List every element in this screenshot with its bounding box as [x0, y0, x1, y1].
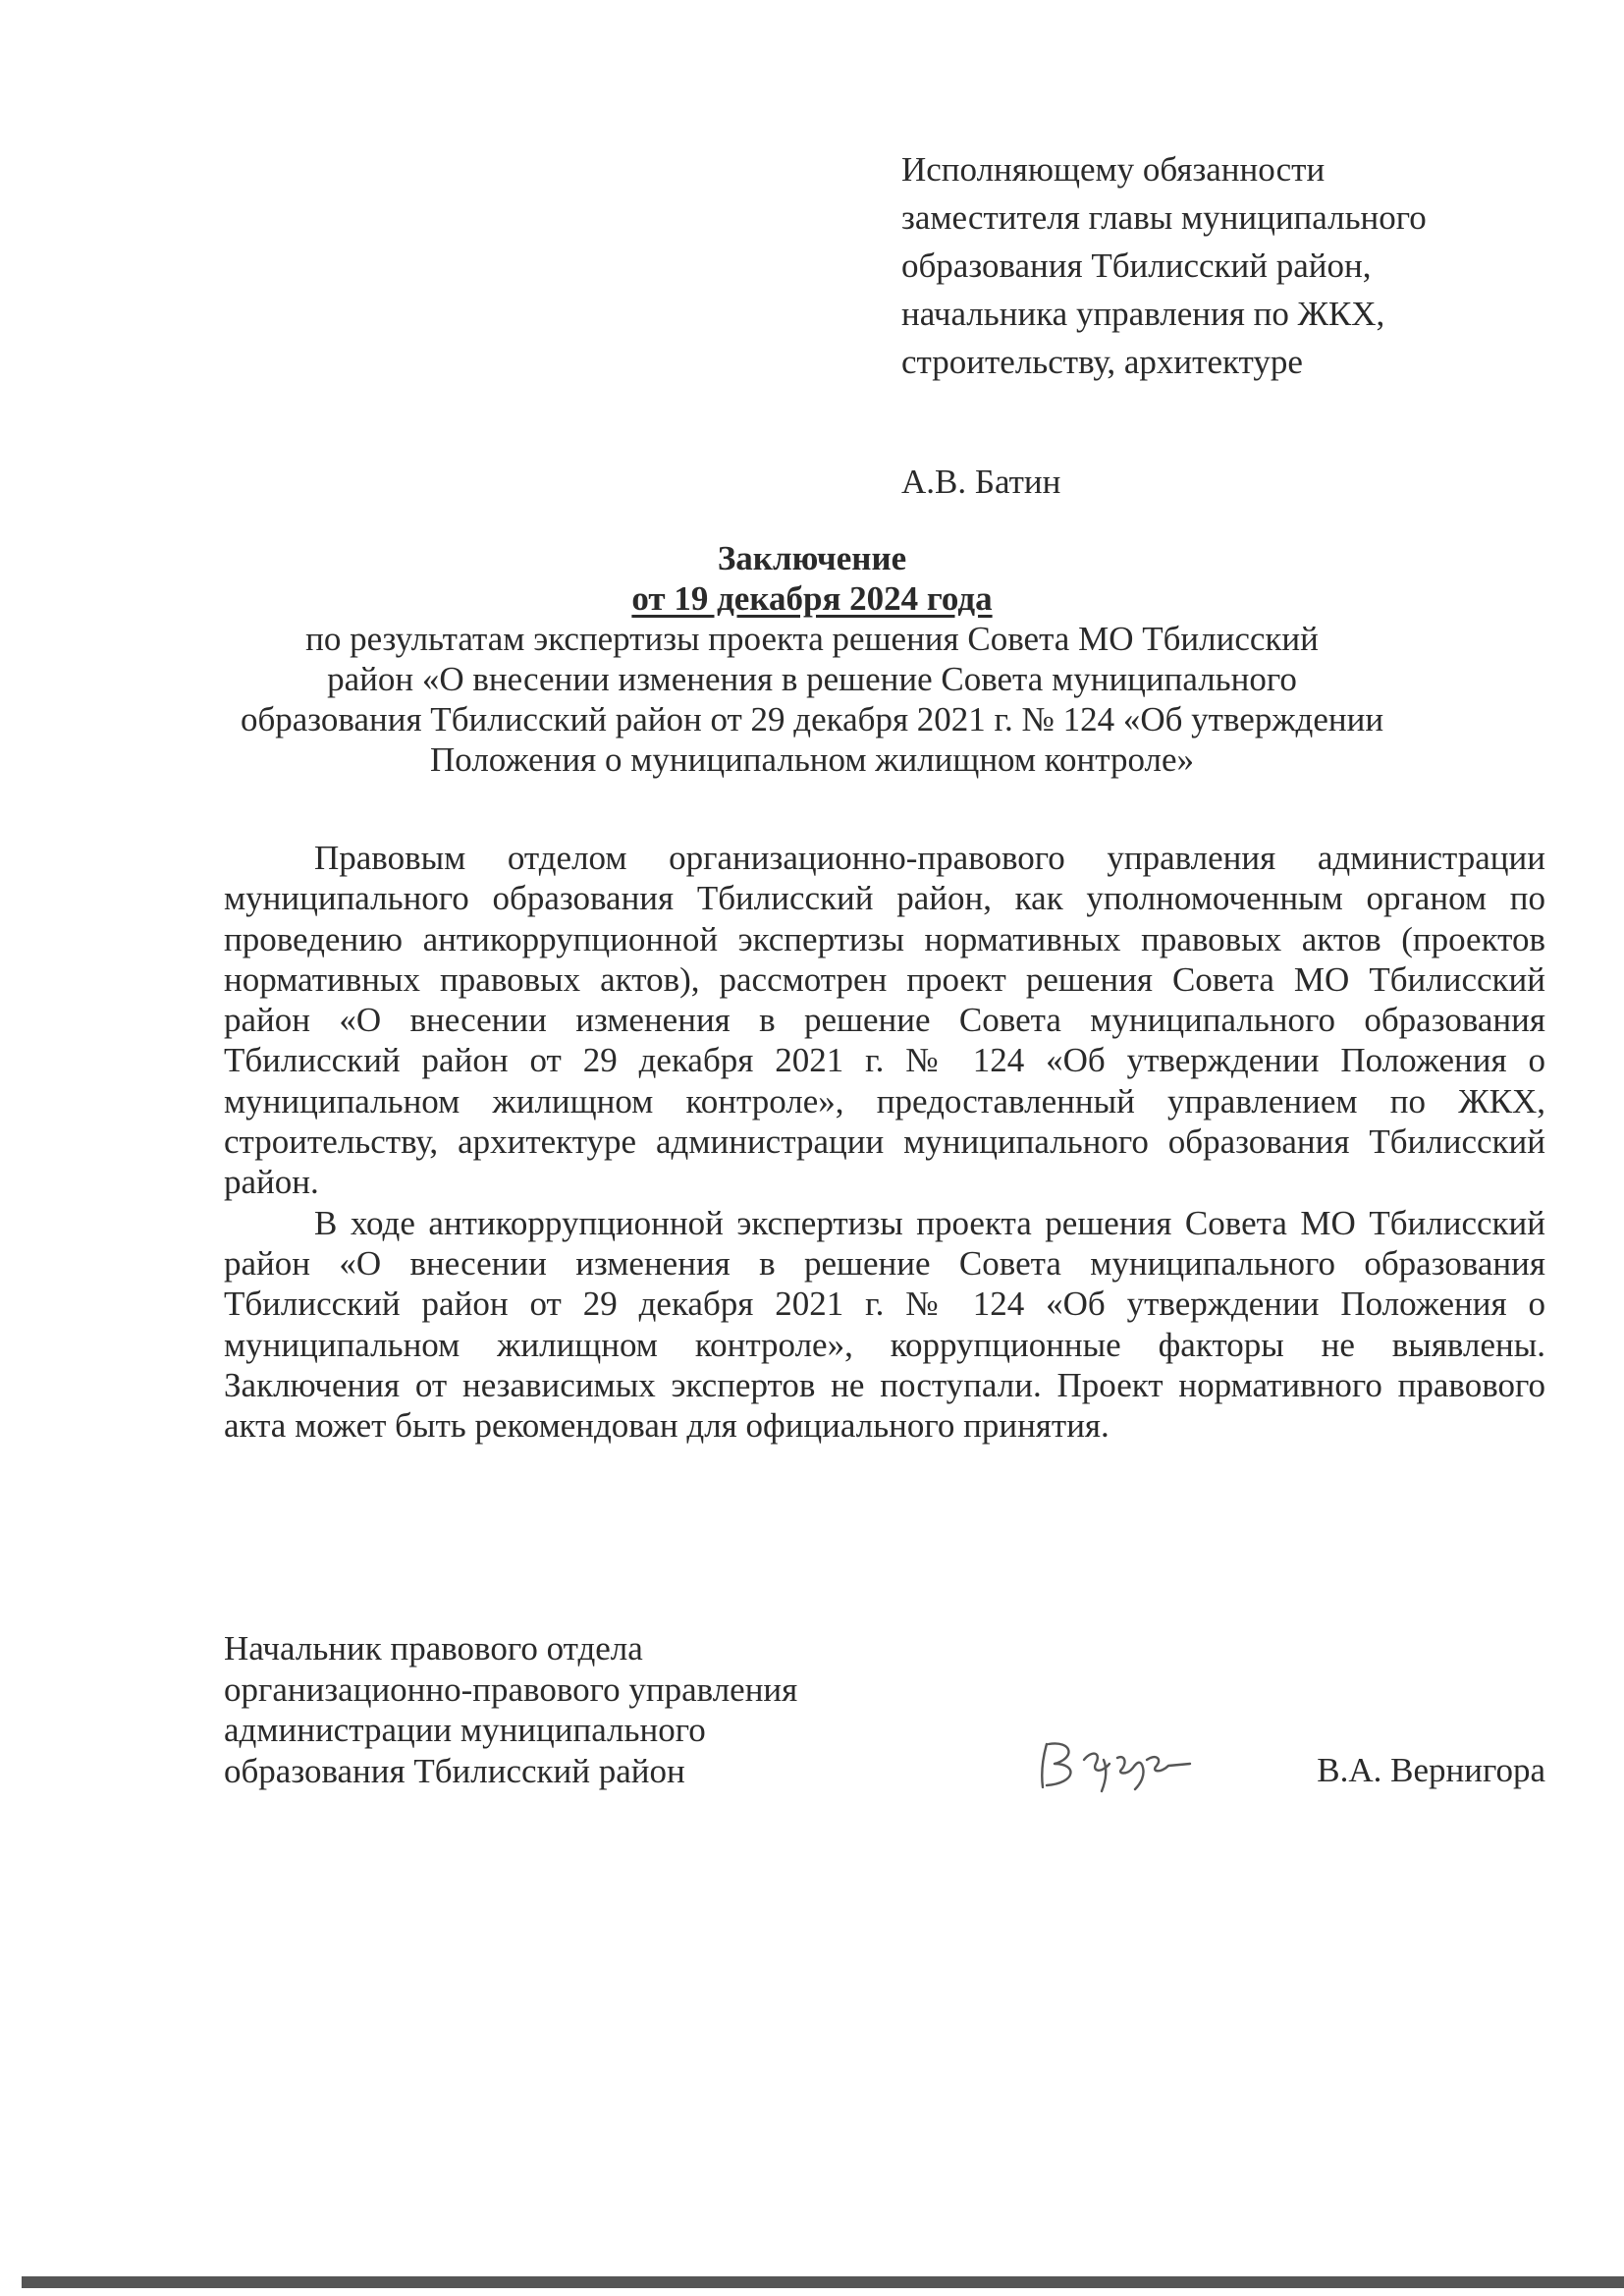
- addressee-name: А.В. Батин: [901, 463, 1061, 501]
- document-title: Заключение: [717, 539, 907, 577]
- scan-bottom-edge: [22, 2276, 1624, 2288]
- document-subject-line: район «О внесении изменения в решение Совета муниципального: [327, 660, 1297, 698]
- addressee-line: строительству, архитектуре: [901, 343, 1303, 381]
- addressee-line: начальника управления по ЖКХ,: [901, 295, 1385, 333]
- document-date: от 19 декабря 2024 года: [631, 579, 993, 618]
- signer-position-line: Начальник правового отдела: [224, 1629, 643, 1667]
- document-subject-line: Положения о муниципальном жилищном контроле»: [430, 740, 1194, 779]
- signer-position-line: организационно-правового управления: [224, 1669, 798, 1709]
- handwritten-signature: [1033, 1715, 1198, 1797]
- body-paragraph: В ходе антикоррупционной экспертизы проекта решения Совета МО Тбилисский район «О внесении изменения в решение Совета муниципального образования Тбилисский район от 29 декабря 2021 г. № 124 «Об утверждении Положения о муниципальном жилищном контроле», коррупционные факторы не выявлены. Заключения от независимых экспертов не поступали. Проект нормативного правового акта может быть рекомендован для официального принятия.: [224, 1203, 1545, 1446]
- document-body: [224, 838, 1545, 1446]
- addressee-block: [901, 145, 1530, 506]
- document-subject-line: по результатам экспертизы проекта решения Совета МО Тбилисский: [305, 620, 1319, 658]
- signer-name: В.А. Вернигора: [1317, 1751, 1545, 1789]
- document-subject-line: образования Тбилисский район от 29 декабря 2021 г. № 124 «Об утверждении: [240, 700, 1384, 738]
- addressee-line: заместителя главы муниципального: [901, 198, 1427, 237]
- document-title-block: [147, 538, 1477, 780]
- signer-position-line: администрации муниципального: [224, 1711, 706, 1749]
- addressee-line: Исполняющему обязанности: [901, 150, 1326, 189]
- signer-position-block: [224, 1628, 911, 1791]
- body-paragraph: Правовым отделом организационно-правового управления администрации муниципального образования Тбилисский район, как уполномоченным органом по проведению антикоррупционной экспертизы нормативных правовых актов (проектов нормативных правовых актов), рассмотрен проект решения Совета МО Тбилисский район «О внесении изменения в решение Совета муниципального образования Тбилисский район от 29 декабря 2021 г. № 124 «Об утверждении Положения о муниципальном жилищном контроле», предоставленный управлением по ЖКХ, строительству, архитектуре администрации муниципального образования Тбилисский район.: [224, 839, 1545, 1202]
- addressee-line: образования Тбилисский район,: [901, 246, 1372, 285]
- signer-position-line: образования Тбилисский район: [224, 1751, 685, 1790]
